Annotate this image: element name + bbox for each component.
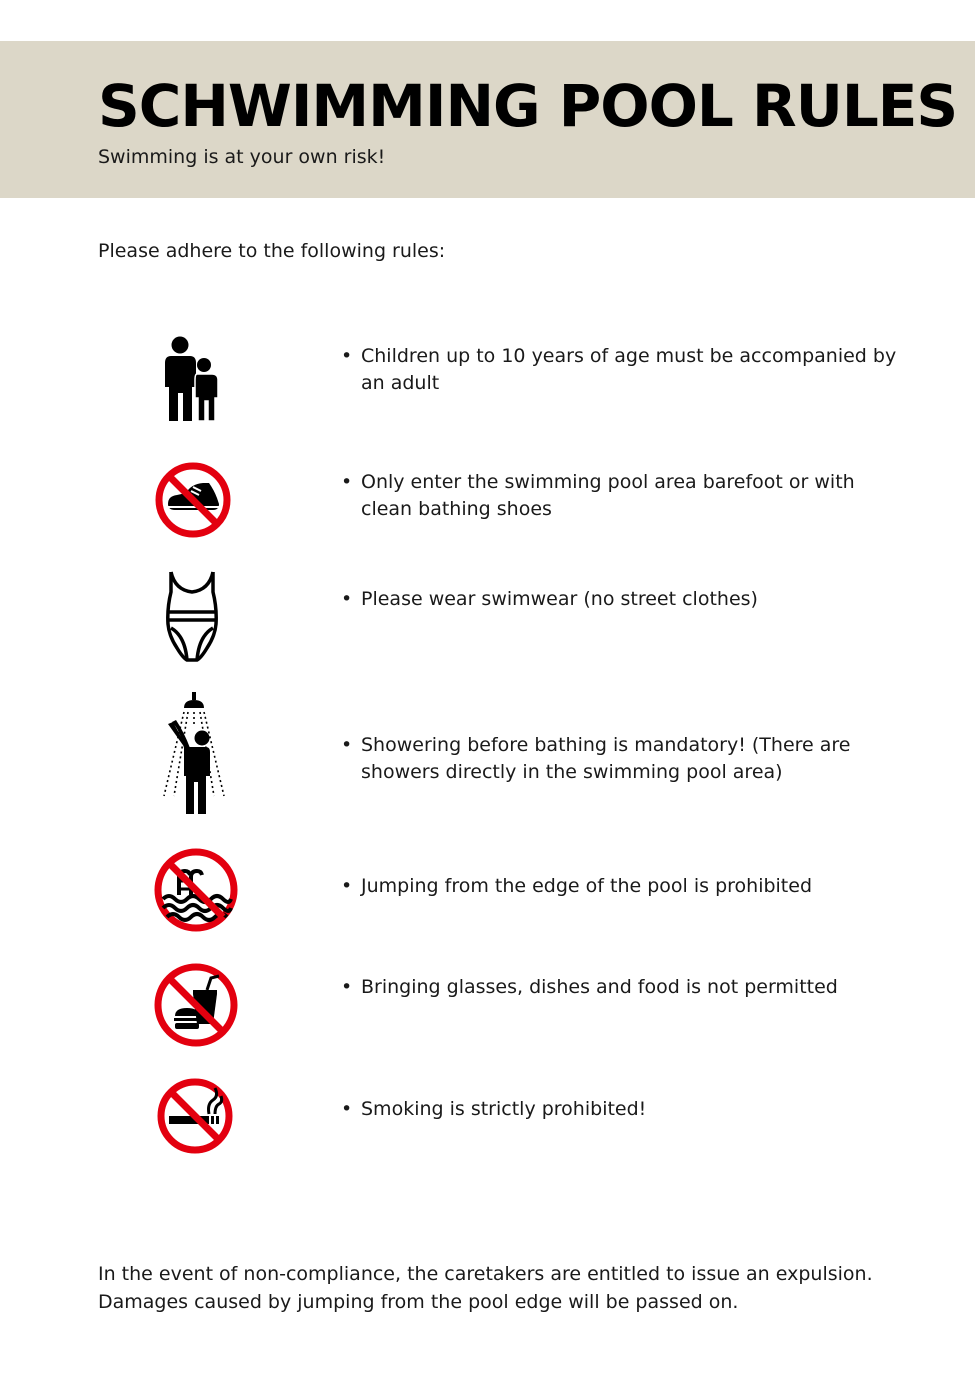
rule-item xyxy=(341,343,901,397)
footer-notice xyxy=(98,1260,918,1316)
rule-text: Jumping from the edge of the pool is prohibited xyxy=(361,875,813,897)
adult-child-icon xyxy=(163,335,223,425)
rule-item xyxy=(341,873,901,900)
rule-item xyxy=(341,469,901,523)
rule-text: Please wear swimwear (no street clothes) xyxy=(361,588,758,610)
bullet-marker: • xyxy=(341,976,353,998)
rule-item xyxy=(341,732,901,786)
no-smoking-icon xyxy=(155,1076,235,1156)
no-food-drink-icon xyxy=(153,962,239,1048)
no-shoes-icon xyxy=(153,460,233,540)
footer-line-damages: Damages caused by jumping from the pool edge will be passed on. xyxy=(98,1291,739,1313)
footer-line-expulsion: In the event of non-compliance, the caretakers are entitled to issue an expulsion. xyxy=(98,1263,873,1285)
swimsuit-icon xyxy=(163,568,221,664)
rule-item xyxy=(341,1096,901,1123)
shower-icon xyxy=(160,692,228,816)
no-jumping-icon xyxy=(153,847,239,933)
bullet-marker: • xyxy=(341,471,353,493)
intro-text: Please adhere to the following rules: xyxy=(98,240,446,262)
page-subtitle: Swimming is at your own risk! xyxy=(98,146,386,168)
rule-text: Smoking is strictly prohibited! xyxy=(361,1098,647,1120)
rule-text: Only enter the swimming pool area barefoot or with clean bathing shoes xyxy=(361,471,855,520)
bullet-marker: • xyxy=(341,734,353,756)
page-title: SCHWIMMING POOL RULES xyxy=(98,72,958,140)
rule-item xyxy=(341,586,901,613)
bullet-marker: • xyxy=(341,875,353,897)
bullet-marker: • xyxy=(341,1098,353,1120)
rule-text: Children up to 10 years of age must be accompanied by an adult xyxy=(361,345,897,394)
rule-text: Showering before bathing is mandatory! (There are showers directly in the swimming pool area) xyxy=(361,734,851,783)
rule-text: Bringing glasses, dishes and food is not permitted xyxy=(361,976,838,998)
rule-item xyxy=(341,974,901,1001)
bullet-marker: • xyxy=(341,345,353,367)
bullet-marker: • xyxy=(341,588,353,610)
